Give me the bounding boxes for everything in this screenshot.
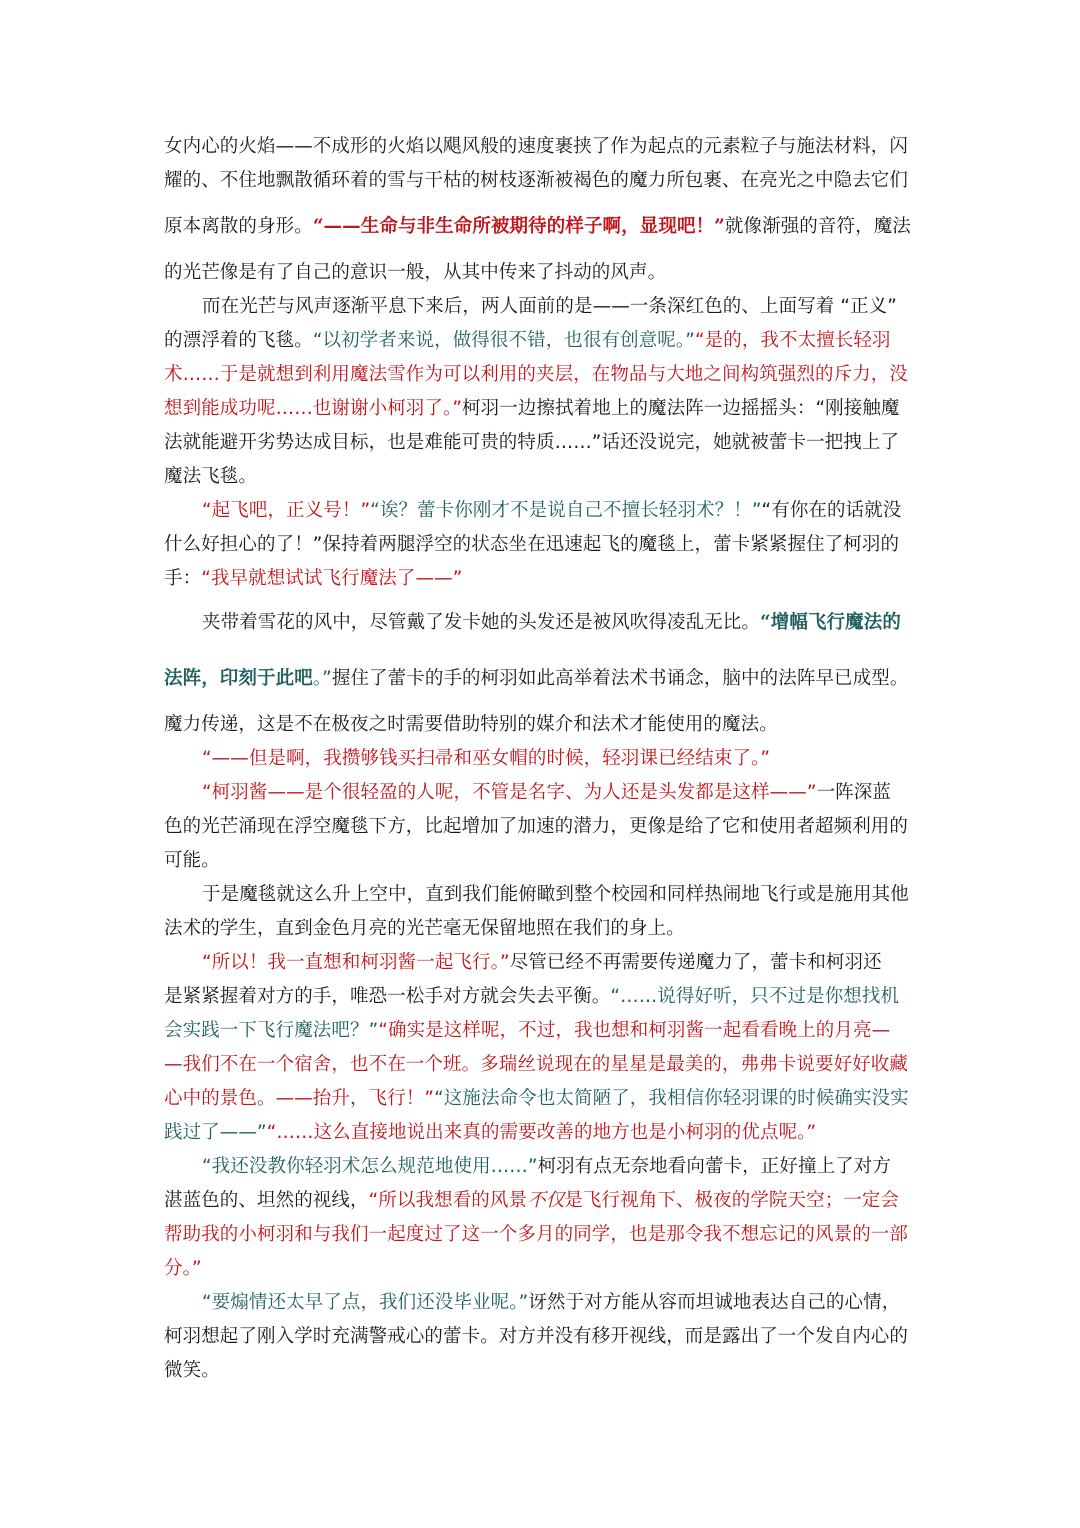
text-line bbox=[164, 465, 257, 489]
text-run: “……这么直接地说出来真的需要改善的地方也是小柯羽的优点呢。” bbox=[266, 1122, 817, 1143]
text-run: 柯羽有点无奈地看向蕾卡，正好撞上了对方 bbox=[537, 1156, 891, 1177]
text-run: 原本离散的身形。 bbox=[164, 216, 313, 237]
text-run: 耀的、不住地飘散循环着的雪与干枯的树枝逐渐被褐色的魔力所包裹、在亮光之中隐去它们 bbox=[164, 170, 909, 191]
text-line bbox=[164, 215, 911, 239]
text-run: —我们不在一个宿舍，也不在一个班。多瑞丝说现在的星星是最美的，弗弗卡说要好好收藏 bbox=[164, 1054, 909, 1075]
text-line bbox=[164, 169, 908, 193]
text-line bbox=[164, 917, 685, 941]
text-run: “柯羽酱——是个很轻盈的人呢，不管是名字、为人还是头发都是这样——” bbox=[202, 782, 817, 803]
text-run: 会实践一下飞行魔法吧？” bbox=[164, 1020, 379, 1041]
text-run: 是飞行视角下、极夜的学院天空；一定会 bbox=[564, 1190, 900, 1211]
text-run: 就像渐强的音符，魔法 bbox=[724, 216, 911, 237]
text-run: 于是魔毯就这么升上空中，直到我们能俯瞰到整个校园和同样热闹地飞行或是施用其他 bbox=[202, 884, 909, 905]
text-run: “我早就想试试飞行魔法了——” bbox=[201, 568, 463, 589]
text-line bbox=[164, 1359, 220, 1383]
text-line bbox=[164, 1189, 899, 1213]
text-line bbox=[164, 363, 908, 387]
text-line bbox=[164, 1223, 908, 1247]
text-run: 的光芒像是有了自己的意识一般，从其中传来了抖动的风声。 bbox=[164, 262, 667, 283]
text-line bbox=[164, 781, 891, 805]
text-line bbox=[164, 713, 778, 737]
text-run: “起飞吧，正义号！” bbox=[202, 500, 371, 521]
text-line bbox=[164, 431, 899, 455]
text-run: 法阵，印刻于此吧 bbox=[164, 668, 313, 689]
text-run: 法术的学生，直到金色月亮的光芒毫无保留地照在我们的身上。 bbox=[164, 918, 685, 939]
text-line bbox=[164, 329, 891, 353]
text-run: 女内心的火焰——不成形的火焰以飓风般的速度裹挟了作为起点的元素粒子与施法材料，闪 bbox=[164, 136, 909, 157]
text-line bbox=[164, 951, 882, 975]
text-run: 而在光芒与风声逐渐平息下来后，两人面前的是——一条深红色的、上面写着 “正义” bbox=[202, 296, 897, 317]
text-run: 色的光芒涌现在浮空魔毯下方，比起增加了加速的潜力，更像是给了它和使用者超频利用的 bbox=[164, 816, 909, 837]
text-line bbox=[164, 1325, 908, 1349]
text-line bbox=[164, 1019, 890, 1043]
text-run: 是紧紧握着对方的手，唯恐一松手对方就会失去平衡。 bbox=[164, 986, 611, 1007]
text-run: “——生命与非生命所被期待的样子啊，显现吧！” bbox=[312, 216, 725, 237]
text-run: 微笑。 bbox=[164, 1360, 220, 1381]
text-run: 心中的景色。——抬升，飞行！” bbox=[164, 1088, 435, 1109]
text-run: “……说得好听，只不过是你想找机 bbox=[610, 986, 900, 1007]
text-line bbox=[164, 849, 220, 873]
text-run: 手： bbox=[164, 568, 202, 589]
text-run: 握住了蕾卡的手的柯羽如此高举着法术书诵念，脑中的法阵早已成型。 bbox=[331, 668, 909, 689]
text-line bbox=[164, 1155, 891, 1179]
text-run: 法就能避开劣势达成目标，也是难能可贵的特质……”话还没说完，她就被蕾卡一把拽上了 bbox=[164, 432, 900, 453]
text-run: 分。” bbox=[164, 1258, 202, 1279]
text-run: 的漂浮着的飞毯。 bbox=[164, 330, 313, 351]
text-run: 践过了——” bbox=[164, 1122, 267, 1143]
text-run: “这施法命令也太简陋了，我相信你轻羽课的时候确实没实 bbox=[434, 1088, 909, 1109]
text-line bbox=[164, 815, 908, 839]
text-run: “我还没教你轻羽术怎么规范地使用……” bbox=[202, 1156, 538, 1177]
text-line bbox=[164, 747, 770, 771]
text-line bbox=[164, 1291, 900, 1315]
text-line bbox=[164, 567, 462, 591]
text-run: “以初学者来说，做得很不错，也很有创意呢。” bbox=[312, 330, 695, 351]
text-run: “增幅飞行魔法的 bbox=[760, 612, 901, 633]
text-run: “——但是啊，我攒够钱买扫帚和巫女帽的时候，轻羽课已经结束了。” bbox=[202, 748, 771, 769]
text-line bbox=[164, 611, 901, 635]
text-run: 可能。 bbox=[164, 850, 220, 871]
text-run: 一阵深蓝 bbox=[816, 782, 891, 803]
text-line bbox=[164, 667, 908, 691]
text-line bbox=[164, 261, 666, 285]
text-run: “有你在的话就没 bbox=[761, 500, 902, 521]
text-line bbox=[164, 295, 897, 319]
text-run: 不仅 bbox=[527, 1190, 565, 1211]
text-line bbox=[164, 1121, 816, 1145]
text-run: “确实是这样呢，不过，我也想和柯羽酱一起看看晚上的月亮— bbox=[378, 1020, 891, 1041]
text-run: “所以我想看的风景 bbox=[368, 1190, 528, 1211]
text-line bbox=[164, 1053, 908, 1077]
text-line bbox=[164, 883, 909, 907]
text-run: 。” bbox=[312, 668, 332, 689]
text-line bbox=[164, 499, 901, 523]
text-run: 湛蓝色的、坦然的视线， bbox=[164, 1190, 369, 1211]
text-line bbox=[164, 985, 899, 1009]
text-run: “诶？蕾卡你刚才不是说自己不擅长轻羽术？！” bbox=[370, 500, 762, 521]
text-run: 什么好担心的了！”保持着两腿浮空的状态坐在迅速起飞的魔毯上，蕾卡紧紧握住了柯羽的 bbox=[164, 534, 900, 555]
text-line bbox=[164, 1257, 202, 1281]
text-run: 柯羽一边擦拭着地上的魔法阵一边摇摇头：“刚接触魔 bbox=[462, 398, 900, 419]
text-run: “所以！我一直想和柯羽酱一起飞行。” bbox=[202, 952, 510, 973]
text-run: 魔法飞毯。 bbox=[164, 466, 258, 487]
text-run: 夹带着雪花的风中，尽管戴了发卡她的头发还是被风吹得凌乱无比。 bbox=[202, 612, 761, 633]
text-run: 柯羽想起了刚入学时充满警戒心的蕾卡。对方并没有移开视线，而是露出了一个发自内心的 bbox=[164, 1326, 909, 1347]
text-run: “要煽情还太早了点，我们还没毕业呢。” bbox=[202, 1292, 529, 1313]
text-run: “是的，我不太擅长轻羽 bbox=[694, 330, 891, 351]
text-run: 尽管已经不再需要传递魔力了，蕾卡和柯羽还 bbox=[509, 952, 882, 973]
text-run: 术……于是就想到利用魔法雪作为可以利用的夹层，在物品与大地之间构筑强烈的斥力，没 bbox=[164, 364, 909, 385]
text-run: 魔力传递，这是不在极夜之时需要借助特别的媒介和法术才能使用的魔法。 bbox=[164, 714, 778, 735]
text-run: 讶然于对方能从容而坦诚地表达自己的心情， bbox=[528, 1292, 901, 1313]
text-line bbox=[164, 533, 899, 557]
text-line bbox=[164, 397, 900, 421]
text-line bbox=[164, 135, 908, 159]
text-run: 想到能成功呢……也谢谢小柯羽了。” bbox=[164, 398, 463, 419]
text-line bbox=[164, 1087, 909, 1111]
text-run: 帮助我的小柯羽和与我们一起度过了这一个多月的同学，也是那令我不想忘记的风景的一部 bbox=[164, 1224, 909, 1245]
